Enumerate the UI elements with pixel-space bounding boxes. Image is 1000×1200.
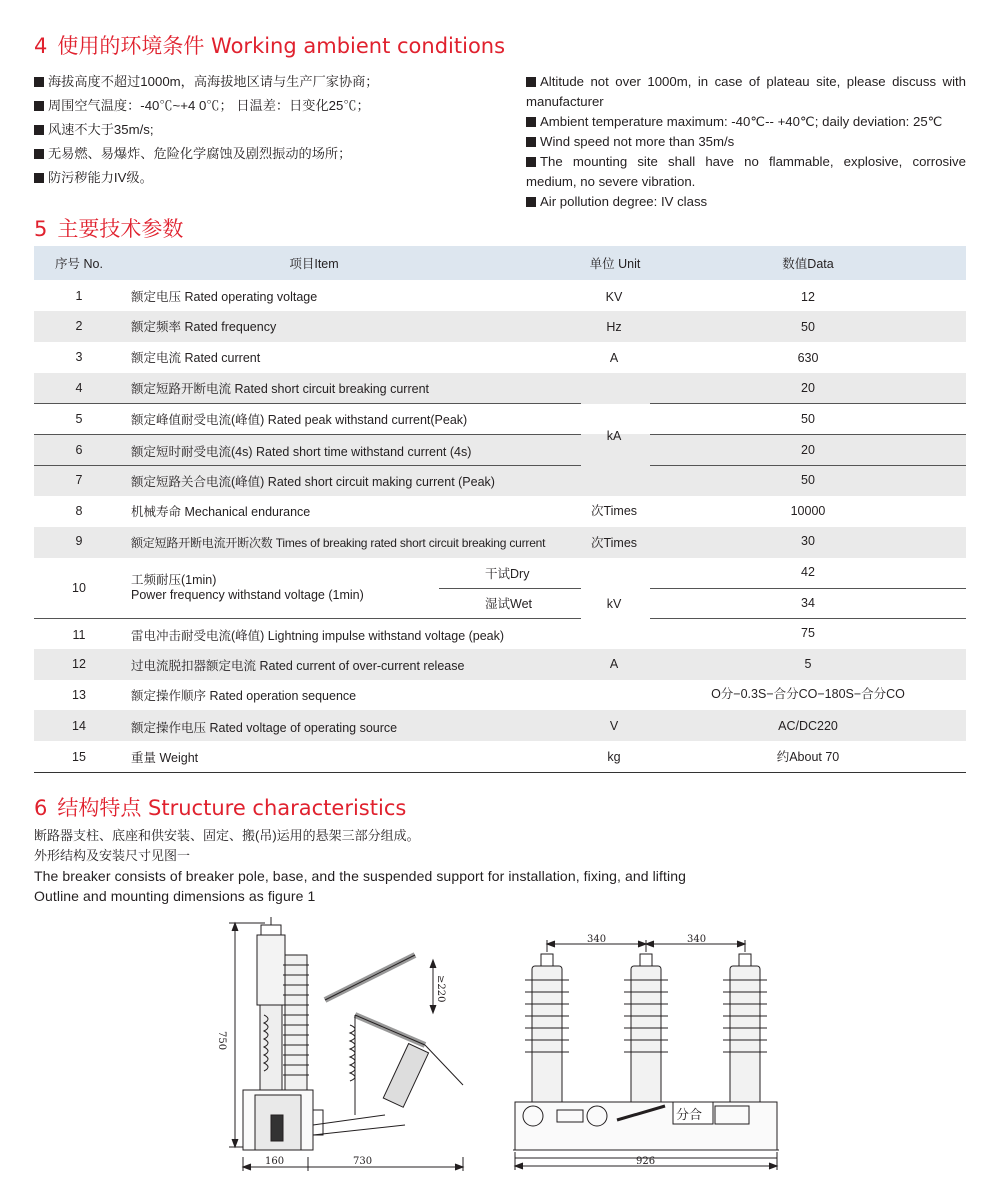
bullet-square-icon [526, 77, 536, 87]
paragraph: 断路器支柱、底座和供安装、固定、搬(吊)运用的悬架三部分组成。 [34, 828, 420, 843]
bullet-square-icon [526, 157, 536, 167]
row-no: 13 [72, 688, 86, 702]
dim-clearance: ≥220 [435, 975, 446, 1003]
list-item: Ambient temperature maximum: -40℃-- +40℃; daily deviation: 25℃ [526, 112, 966, 132]
list-item: Altitude not over 1000m, in case of plateau site, please discuss with manufacturer [526, 74, 966, 109]
row-unit: kg [607, 750, 621, 764]
row-data: 20 [801, 443, 815, 457]
row-item: 额定短路关合电流(峰值) Rated short circuit making current (Peak) [131, 475, 495, 489]
section-4-title [34, 30, 505, 60]
row-no: 5 [75, 412, 83, 426]
header-item: 项目Item [289, 257, 339, 271]
row-data: O分−0.3S−合分CO−180S−合分CO [711, 687, 905, 701]
row-item: 工频耐压(1min) [131, 573, 217, 587]
row-divider [650, 618, 966, 619]
row-unit: 次Times [590, 536, 638, 550]
sub-wet: 湿试Wet [485, 597, 532, 611]
row-no: 11 [72, 628, 86, 642]
breaker-side-view-drawing [205, 915, 475, 1175]
bullet-square-icon [526, 137, 536, 147]
row-divider [34, 434, 581, 435]
row-divider [650, 588, 966, 589]
row-item: 额定短时耐受电流(4s) Rated short time withstand current (4s) [131, 445, 472, 459]
row-data: 50 [801, 473, 815, 487]
row-unit: KV [605, 290, 623, 304]
row-item: 机械寿命 Mechanical endurance [131, 505, 311, 519]
list-item: Air pollution degree: IV class [526, 192, 966, 212]
row-divider [34, 618, 581, 619]
bullet-square-icon [34, 77, 44, 87]
row-item: 额定电压 Rated operating voltage [131, 290, 318, 304]
section-title-text: 使用的环境条件 Working ambient conditions [57, 34, 506, 58]
row-item-en: Power frequency withstand voltage (1min) [131, 588, 364, 602]
row-data: AC/DC220 [778, 719, 838, 733]
section-title-text: 主要技术参数 [57, 217, 184, 241]
row-item: 额定操作顺序 Rated operation sequence [131, 689, 357, 703]
row-data: 75 [801, 626, 815, 640]
list-item: 海拔高度不超过1000m，高海拔地区请与生产厂家协商； [34, 72, 504, 92]
dim-depth: 730 [353, 1156, 373, 1167]
row-data: 50 [801, 320, 815, 334]
section-number: 4 [34, 34, 48, 58]
row-data: 50 [801, 412, 815, 426]
row-divider [650, 465, 966, 466]
breaker-front-view-drawing [505, 930, 795, 1175]
row-unit: 次Times [590, 504, 638, 518]
row-item: 额定短路开断电流 Rated short circuit breaking current [131, 382, 430, 396]
merged-unit-kv: kV [606, 597, 622, 611]
table-bottom-rule [34, 772, 966, 773]
section-5-title [34, 213, 183, 243]
row-no: 9 [75, 534, 83, 548]
bullet-square-icon [34, 101, 44, 111]
row-data: 34 [801, 596, 815, 610]
bullet-square-icon [34, 125, 44, 135]
row-no: 2 [75, 319, 83, 333]
row-no: 8 [75, 504, 83, 518]
list-item: 周围空气温度：-40℃~+4 0℃； 日温差：日变化25℃； [34, 96, 504, 116]
list-item: 风速不大于35m/s; [34, 120, 504, 140]
paragraph: 外形结构及安装尺寸见图一 [34, 848, 191, 863]
row-divider [650, 403, 966, 404]
list-item: The mounting site shall have no flammable, explosive, corrosive medium, no severe vibration. [526, 154, 966, 189]
row-divider [34, 403, 581, 404]
row-item: 额定电流 Rated current [131, 351, 261, 365]
row-data: 10000 [790, 504, 826, 518]
row-item: 过电流脱扣器额定电流 Rated current of over-current release [131, 659, 465, 673]
row-data: 5 [804, 657, 812, 671]
row-unit: Hz [606, 320, 622, 334]
row-no: 15 [72, 750, 86, 764]
row-item: 重量 Weight [131, 751, 199, 765]
section-number: 6 [34, 796, 48, 820]
row-divider [650, 434, 966, 435]
row-data: 12 [801, 290, 815, 304]
row-item: 额定峰值耐受电流(峰值) Rated peak withstand current(Peak) [131, 413, 468, 427]
structure-text [34, 826, 686, 906]
header-data: 数值Data [782, 257, 834, 271]
row-no: 14 [72, 719, 86, 733]
row-data: 20 [801, 381, 815, 395]
conditions-cn-list [34, 72, 504, 192]
paragraph: Outline and mounting dimensions as figure 1 [34, 888, 316, 904]
dim-height: 750 [216, 1031, 227, 1051]
row-item: 额定短路开断电流开断次数 Times of breaking rated short circuit breaking current [131, 536, 546, 550]
merged-unit-ka: kA [606, 429, 622, 443]
dim-base: 160 [265, 1156, 285, 1167]
row-unit: A [609, 657, 619, 671]
dim-pitch-1: 340 [587, 934, 607, 945]
row-no: 6 [75, 443, 83, 457]
bullet-square-icon [34, 149, 44, 159]
conditions-en-list [526, 72, 966, 212]
bullet-square-icon [526, 197, 536, 207]
row-no: 3 [75, 350, 83, 364]
list-item: Wind speed not more than 35m/s [526, 132, 966, 152]
row-no: 10 [72, 581, 86, 595]
section-title-text: 结构特点 Structure characteristics [57, 796, 407, 820]
header-unit: 单位 Unit [589, 257, 641, 271]
row-item: 雷电冲击耐受电流(峰值) Lightning impulse withstand voltage (peak) [131, 629, 505, 643]
header-no: 序号 No. [55, 257, 103, 271]
sub-dry: 干试Dry [485, 567, 530, 581]
row-item: 额定操作电压 Rated voltage of operating source [131, 721, 398, 735]
list-item: 无易燃、易爆炸、危险化学腐蚀及剧烈振动的场所； [34, 144, 504, 164]
row-item: 额定频率 Rated frequency [131, 320, 277, 334]
paragraph: The breaker consists of breaker pole, base, and the suspended support for installation, fixing, and lifting [34, 868, 686, 884]
bullet-square-icon [526, 117, 536, 127]
row-no: 1 [75, 289, 83, 303]
row-data: 约About 70 [776, 750, 840, 764]
bullet-square-icon [34, 173, 44, 183]
row-data: 42 [801, 565, 815, 579]
row-data: 630 [797, 351, 819, 365]
row-divider [439, 588, 581, 589]
list-item: 防污秽能力IV级。 [34, 168, 504, 188]
row-no: 4 [75, 381, 83, 395]
row-no: 7 [75, 473, 83, 487]
open-close-label: 分合 [676, 1108, 703, 1123]
row-no: 12 [72, 657, 86, 671]
row-unit: V [609, 719, 619, 733]
dim-pitch-2: 340 [687, 934, 707, 945]
section-number: 5 [34, 217, 48, 241]
row-divider [34, 465, 581, 466]
dim-width: 926 [636, 1156, 656, 1167]
row-data: 30 [801, 534, 815, 548]
parameters-table [34, 246, 966, 773]
section-6-title [34, 792, 406, 822]
row-unit: A [609, 351, 619, 365]
